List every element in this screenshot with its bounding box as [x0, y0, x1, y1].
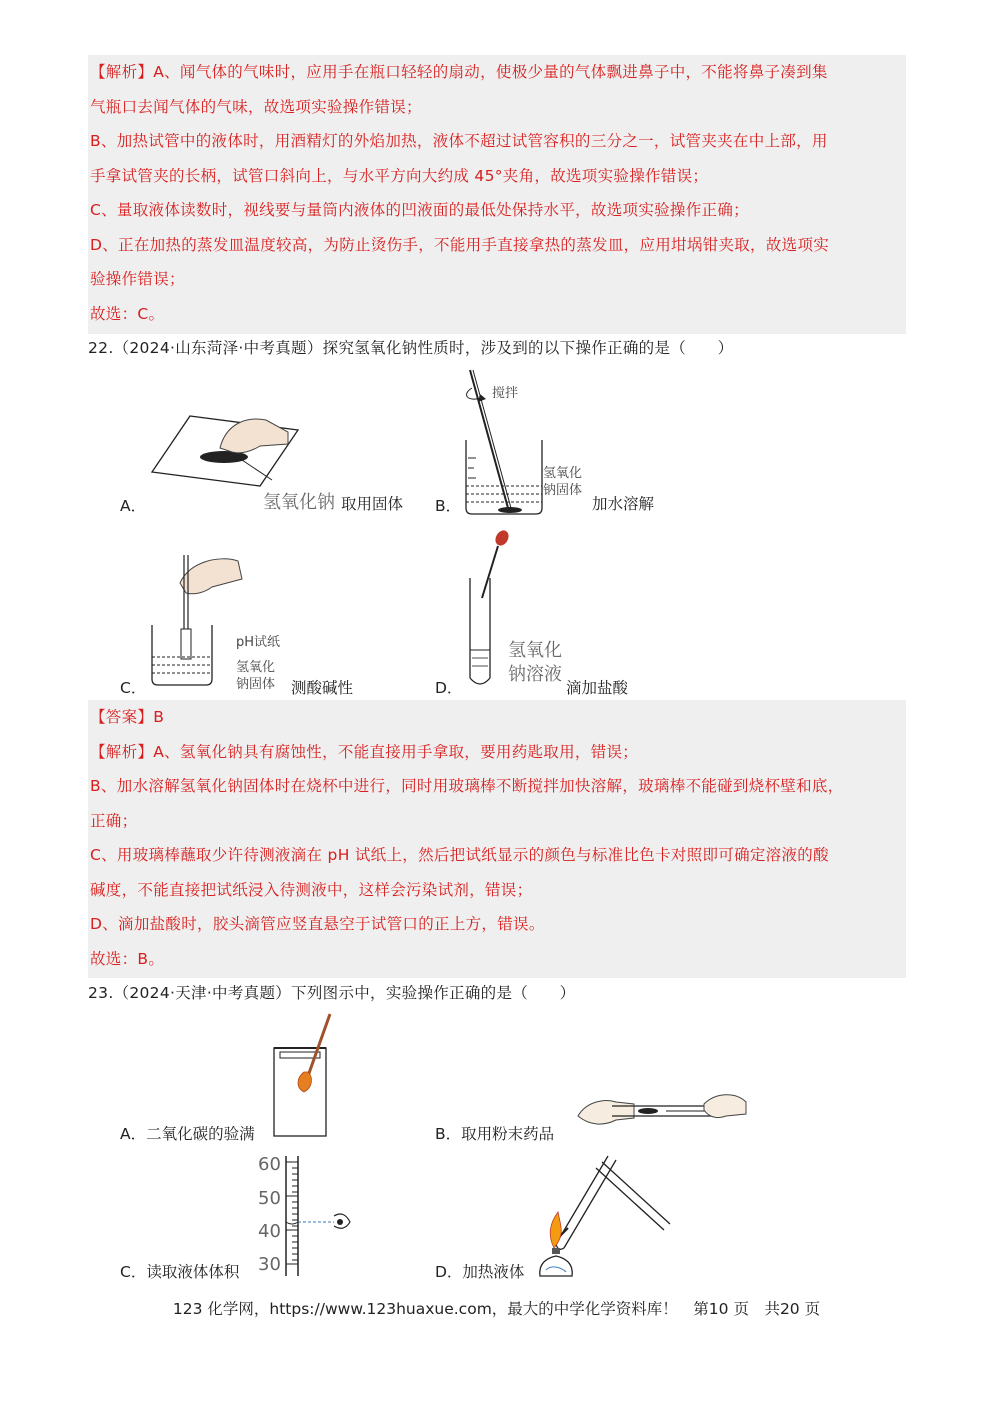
cylinder-tick-60: 60 [258, 1154, 281, 1175]
option-a-letter: A． [120, 497, 147, 515]
cylinder-tick-50: 50 [258, 1188, 281, 1209]
option-c-caption: 测酸碱性 [291, 679, 354, 697]
analysis-line: 验操作错误； [90, 270, 185, 288]
ph-test-figure [150, 553, 250, 688]
analysis-line: B、加热试管中的液体时，用酒精灯的外焰加热，液体不超过试管容积的三分之一，试管夹夹在中上部，用 [90, 132, 828, 150]
analysis-line: C、用玻璃棒蘸取少许待测液滴在 pH 试纸上，然后把试纸显示的颜色与标准比色卡对照即可确定溶液的酸 [90, 846, 829, 864]
option-b-letter: B． [435, 497, 462, 515]
option-b-tag-line2: 钠固体 [543, 483, 583, 498]
question-23-stem: 23.（2024·天津·中考真题）下列图示中，实验操作正确的是（ ） [88, 984, 576, 1002]
answer-analysis-panel-22 [88, 700, 906, 978]
page-footer: 123 化学网，https://www.123huaxue.com，最大的中学化学资料库！ 第10 页 共20 页 [172, 1300, 821, 1318]
analysis-line: D、正在加热的蒸发皿温度较高，为防止烫伤手，不能用手直接拿热的蒸发皿，应用坩埚钳夹取，故选项实 [90, 235, 830, 254]
q23-option-a: A．二氧化碳的验满 [120, 1125, 255, 1143]
q23-option-d: D．加热液体 [435, 1263, 525, 1281]
gas-bottle-figure [272, 1012, 342, 1138]
analysis-line: B、加水溶解氢氧化钠固体时在烧杯中进行，同时用玻璃棒不断搅拌加快溶解，玻璃棒不能碰到烧杯壁和底， [90, 777, 844, 795]
previous-analysis-panel [88, 55, 906, 334]
option-d-caption: 滴加盐酸 [566, 679, 629, 697]
paper-hand-figure [150, 408, 300, 493]
analysis-line: 【解析】A、氢氧化钠具有腐蚀性，不能直接用手拿取，要用药匙取用，错误； [90, 742, 639, 761]
option-c-tag-line1: 氢氧化 [236, 660, 276, 675]
analysis-line: D、滴加盐酸时，胶头滴管应竖直悬空于试管口的正上方，错误。 [90, 915, 545, 933]
analysis-line: 手拿试管夹的长柄，试管口斜向上，与水平方向大约成 45°夹角，故选项实验操作错误； [90, 166, 709, 185]
question-22-stem: 22.（2024·山东菏泽·中考真题）探究氢氧化钠性质时，涉及到的以下操作正确的是（ ） [88, 339, 734, 357]
analysis-line: 气瓶口去闻气体的气味，故选项实验操作错误； [90, 97, 422, 116]
stir-label: 搅拌 [492, 386, 519, 401]
option-a-tag: 氢氧化钠 [263, 492, 335, 513]
heating-tube-figure [536, 1152, 670, 1280]
option-b-tag-line1: 氢氧化 [543, 466, 583, 481]
answer-line: 【答案】B [90, 708, 165, 726]
ph-paper-label: pH试纸 [236, 635, 281, 650]
analysis-line: 碱度，不能直接把试纸浸入待测液中，这样会污染试剂，错误； [90, 880, 533, 899]
analysis-line: C、量取液体读数时，视线要与量筒内液体的凹液面的最低处保持水平，故选项实验操作正确； [90, 201, 749, 219]
option-d-letter: D． [435, 679, 463, 697]
analysis-line: 故选：C。 [90, 304, 165, 323]
q23-option-b: B．取用粉末药品 [435, 1125, 555, 1143]
option-c-letter: C． [120, 679, 147, 697]
cylinder-tick-30: 30 [258, 1254, 281, 1275]
analysis-line: 故选：B。 [90, 949, 165, 968]
option-c-tag-line2: 钠固体 [236, 677, 276, 692]
powder-tube-figure [576, 1088, 748, 1132]
option-d-tag-line2: 钠溶液 [508, 664, 562, 685]
cylinder-tick-40: 40 [258, 1221, 281, 1242]
analysis-line: 正确； [90, 811, 138, 830]
option-d-tag-line1: 氢氧化 [508, 640, 562, 661]
q23-option-c: C．读取液体体积 [120, 1263, 240, 1281]
analysis-line: 【解析】A、闻气体的气味时，应用手在瓶口轻轻的扇动，使极少量的气体飘进鼻子中，不能将鼻子凑到集 [90, 63, 828, 81]
option-b-caption: 加水溶解 [592, 495, 655, 513]
option-a-caption: 取用固体 [341, 495, 404, 513]
